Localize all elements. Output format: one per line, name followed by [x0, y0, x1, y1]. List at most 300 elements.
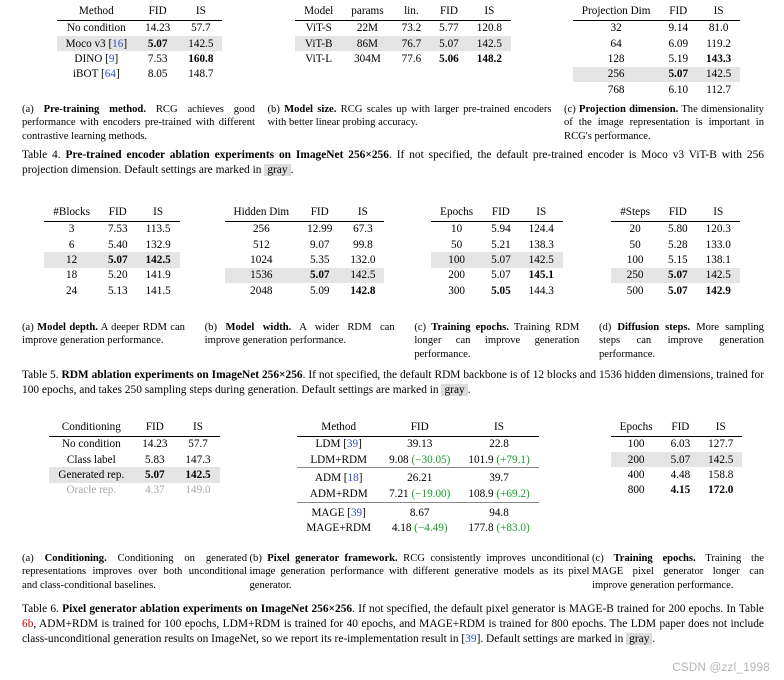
subcaption-title: Training epochs. [431, 322, 509, 333]
table-cell: 9.07 [309, 238, 330, 251]
table-cell: 138.3 [528, 238, 554, 251]
table-cell: 5.09 [309, 284, 330, 297]
table-cell: 144.3 [528, 284, 554, 297]
table-cell: 7.53 [107, 223, 128, 236]
table-cell: MAGE [39] [297, 502, 380, 520]
citation-ref[interactable]: 64 [104, 68, 116, 81]
table-cell: 101.9 (+79.1) [468, 453, 530, 466]
table-cell: 39.13 [407, 438, 433, 451]
subcaption-title: Pixel generator framework. [267, 553, 398, 564]
table-cell: Generated rep. [49, 467, 133, 482]
table4-subcaption-c [564, 103, 764, 143]
subcaption-label: (d) [598, 322, 612, 333]
table-header-row [57, 4, 223, 20]
table5-subtable-c [407, 205, 587, 298]
table-cell: 18 [66, 269, 78, 282]
table-row [611, 237, 740, 252]
table-cell: 6.03 [670, 438, 691, 451]
table-cell: 8.67 [380, 502, 459, 520]
table-cell: 5.07 [136, 36, 179, 51]
table-row [44, 268, 179, 283]
table-row [295, 20, 511, 36]
table-cell: 12 [44, 252, 99, 267]
table-header-row [573, 4, 740, 20]
subcaption-text: A deeper RDM can improve generation performance. [22, 322, 185, 347]
column-header: Method [321, 421, 357, 433]
table-cell: 5.07 [668, 284, 688, 297]
caption-text: . If not specified, the default pre-trained encoder is Moco v3 ViT-B with 256 projection dimension. Default settings are marked in [22, 149, 764, 177]
table-cell: 142.5 [699, 452, 742, 467]
table-cell: 5.20 [107, 269, 128, 282]
table-cell: No condition [66, 22, 126, 35]
table-cell: 5.07 [659, 67, 697, 82]
subcaption-label: (b) [267, 104, 280, 115]
caption-number: Table 4. [22, 149, 61, 161]
csdn-watermark: CSDN @zzl_1998 [672, 662, 770, 674]
table-cell: 141.9 [145, 269, 171, 282]
table-cell: 100 [626, 253, 644, 266]
table5-subtables-row [22, 205, 764, 298]
table5-subcaption-c [414, 321, 579, 361]
table-cell: 142.5 [179, 36, 222, 51]
table-cell: 6.09 [668, 37, 689, 50]
table-cell: 5.83 [145, 453, 165, 466]
table-cell: 142.5 [341, 268, 384, 283]
delta-value: (−19.00) [411, 487, 451, 500]
table-cell: 14.23 [142, 438, 168, 451]
table-row [297, 468, 538, 486]
table-cell: 5.07 [99, 252, 137, 267]
table-cell: 5.05 [491, 284, 511, 297]
table-row [431, 237, 563, 252]
table-cell: 256 [252, 223, 270, 236]
table-cell: 500 [626, 284, 644, 297]
column-header: IS [713, 206, 724, 218]
subcaption-title: Training epochs. [613, 553, 696, 564]
table-cell: 142.5 [697, 67, 740, 82]
table6-subcaption-b [250, 552, 590, 592]
table-cell: 5.80 [668, 223, 688, 236]
subcaption-label: (a) [22, 322, 34, 333]
table-cell: 5.07 [298, 268, 341, 283]
table-row [297, 520, 538, 535]
column-header: Epochs [619, 421, 653, 433]
table-cell: 57.7 [188, 438, 208, 451]
caption-title: RDM ablation experiments on ImageNet 256×256 [61, 369, 303, 381]
subcaption-label: (c) [564, 104, 576, 115]
table-row [297, 486, 538, 502]
table-cell: LDM+RDM [310, 453, 368, 466]
data-table [49, 420, 219, 498]
table-cell: 5.06 [439, 52, 459, 65]
table4-subtable-b [258, 4, 548, 67]
table-cell: ViT-B [295, 36, 342, 51]
table-row [57, 51, 223, 66]
table4-subtables-row [22, 4, 764, 97]
table-row [225, 268, 385, 283]
table-row [44, 283, 179, 298]
table-cell: 512 [252, 238, 270, 251]
table-cell: 132.9 [145, 238, 171, 251]
table-cell: 5.94 [491, 223, 511, 236]
column-header: IS [153, 206, 164, 218]
table-cell: 14.23 [145, 22, 171, 35]
table-cell: 4.48 [670, 468, 691, 481]
table-header-row [611, 205, 740, 221]
citation-ref[interactable]: 18 [347, 472, 359, 485]
column-header: #Blocks [53, 206, 90, 218]
table-row [297, 452, 538, 468]
table-cell: 4.18 (−4.49) [391, 521, 448, 534]
table-row [295, 36, 511, 51]
table-row [49, 436, 219, 452]
column-header: FID [439, 5, 458, 17]
table-row [611, 221, 740, 237]
table-cell: ViT-L [305, 52, 333, 65]
subcaption-text: RCG consistently improves unconditional image generation performance with different generative models as its pixel generator. [249, 553, 590, 591]
table-cell: 5.07 [133, 467, 176, 482]
table-cell: 1536 [225, 268, 299, 283]
caption-text: . If not specified, the default RDM backbone is of 12 blocks and 1536 hidden dimensions, trained for 100 epochs, and takes 250 sampling steps during generation. Default settings are marked in [22, 369, 764, 397]
data-table [297, 420, 538, 536]
subcaption-title: Diffusion steps. [617, 322, 691, 333]
table5-subcaption-b [205, 321, 395, 348]
column-header: Projection Dim [581, 5, 651, 17]
table-cell: 86M [342, 36, 392, 51]
subcaption-text: The dimensionality of the image representation is important in RCG's performance. [564, 104, 764, 142]
table-cell: 142.8 [350, 284, 376, 297]
column-header: Epochs [440, 206, 474, 218]
table-row [297, 436, 538, 452]
delta-value: (+79.1) [496, 453, 530, 466]
table-cell: 8.05 [147, 68, 168, 81]
table-row [225, 221, 385, 237]
table-cell: 142.5 [176, 467, 219, 482]
table4-subtable-c [549, 4, 764, 97]
table-ref[interactable]: 6b [22, 618, 34, 631]
table4-main-caption [22, 148, 764, 178]
table-cell: 148.7 [188, 68, 214, 81]
subcaption-text: Training the MAGE pixel generator longer can improve generation performance. [592, 553, 764, 591]
column-header: IS [494, 421, 504, 433]
table-cell: 108.9 (+69.2) [468, 487, 530, 500]
table-cell: 5.21 [491, 238, 511, 251]
table-row [295, 51, 511, 66]
table-cell: 112.7 [706, 83, 731, 96]
table-cell: 5.07 [430, 36, 468, 51]
table4-subcaption-b [268, 103, 552, 130]
data-table [611, 420, 743, 498]
table-cell: 768 [607, 83, 625, 96]
subcaption-text: More sampling steps can improve generation performance. [598, 322, 764, 360]
table-cell: ViT-S [305, 22, 332, 35]
table-row [57, 36, 223, 51]
table-cell: 3 [68, 223, 75, 236]
subcaption-text: RCG scales up with larger pre-trained encoders with better linear probing accuracy. [267, 104, 552, 129]
table-cell: 9.08 (−30.05) [389, 453, 451, 466]
table4-subcaptions-row [22, 96, 764, 143]
table-cell: 7.21 (−19.00) [389, 487, 451, 500]
column-header: FID [148, 5, 167, 17]
caption-title: Pre-trained encoder ablation experiments on ImageNet 256×256 [65, 149, 389, 161]
table-header-row [295, 4, 511, 20]
column-header: #Steps [620, 206, 651, 218]
table-cell: 147.3 [185, 453, 211, 466]
table-cell: Oracle rep. [66, 484, 117, 497]
column-header: FID [310, 206, 329, 218]
table5-main-caption [22, 368, 764, 398]
caption-text-end: . [467, 384, 471, 397]
data-table [611, 205, 740, 298]
column-header: params [351, 5, 384, 17]
citation-ref[interactable]: 16 [112, 37, 124, 50]
table-header-row [297, 420, 538, 436]
table-row [573, 36, 740, 51]
table-row [49, 483, 219, 498]
table6-main-caption [22, 602, 764, 647]
data-table [431, 205, 563, 298]
gray-marker: gray [441, 384, 467, 396]
table-cell: 50 [451, 238, 463, 251]
table-cell: 5.07 [491, 269, 511, 282]
column-header: IS [536, 206, 547, 218]
table-cell: 5.35 [309, 253, 330, 266]
table-row [573, 51, 740, 66]
subcaption-label: (b) [204, 322, 218, 333]
table-cell: 400 [627, 468, 645, 481]
table-cell: 81.0 [708, 22, 729, 35]
table-cell: 76.7 [393, 36, 431, 51]
subcaption-label: (a) [22, 104, 34, 115]
table-row [225, 237, 385, 252]
column-header: Conditioning [61, 421, 121, 433]
data-table [573, 4, 740, 97]
gray-marker: gray [626, 633, 652, 645]
table-cell: 5.07 [482, 252, 520, 267]
table-cell: 99.8 [353, 238, 373, 251]
table-cell: 94.8 [459, 502, 538, 520]
table-cell: 200 [448, 269, 466, 282]
table-cell: 143.3 [706, 52, 732, 65]
table-cell: 5.07 [659, 268, 697, 283]
table-cell: 158.8 [708, 468, 734, 481]
table-cell: 119.2 [706, 37, 731, 50]
table-cell: 172.0 [708, 484, 734, 497]
column-header: FID [668, 206, 687, 218]
table-cell: 5.40 [107, 238, 128, 251]
table-cell: 300 [448, 284, 466, 297]
subcaption-text: RCG achieves good performance with encoders pre-trained with different contrastive learning methods. [22, 104, 255, 142]
table-cell: 113.5 [145, 223, 171, 236]
table-cell: 145.1 [528, 269, 554, 282]
caption-number: Table 6. [22, 603, 59, 615]
table-cell: iBOT [64] [72, 68, 120, 81]
table-row [573, 20, 740, 36]
table5-subcaptions-row [22, 314, 764, 361]
table-cell: 124.4 [528, 223, 554, 236]
subcaption-title: Pre-training method. [43, 104, 146, 115]
subcaption-label: (b) [249, 553, 262, 564]
table-cell: 142.5 [520, 252, 563, 267]
table-cell: Moco v3 [16] [57, 36, 137, 51]
column-header: FID [410, 421, 429, 433]
table-cell: 100 [431, 252, 482, 267]
table-row [297, 502, 538, 520]
column-header: IS [715, 421, 726, 433]
table-cell: 148.2 [476, 52, 502, 65]
table-cell: 50 [629, 238, 641, 251]
table-cell: 138.1 [705, 253, 731, 266]
column-header: FID [491, 206, 510, 218]
caption-title: Pixel generator ablation experiments on ImageNet 256×256 [62, 603, 353, 615]
table-cell: 160.8 [188, 52, 214, 65]
table-row [611, 283, 740, 298]
table-cell: 22.8 [489, 438, 509, 451]
table4-subtable-a [22, 4, 257, 82]
column-header: IS [193, 421, 203, 433]
table5-subcaption-d [599, 321, 764, 361]
table6-subcaptions-row [22, 545, 764, 592]
table-cell: 149.0 [185, 484, 211, 497]
column-header: Method [78, 5, 114, 17]
subcaption-label: (c) [592, 553, 604, 564]
subcaption-title: Projection dimension. [579, 104, 679, 115]
caption-text: ]. Default settings are marked in [476, 633, 627, 646]
table-row [44, 221, 179, 237]
table6-subtable-c [589, 420, 764, 498]
table-cell: MAGE+RDM [306, 521, 372, 534]
table-row [431, 283, 563, 298]
table-row [49, 452, 219, 467]
table-cell: 100 [627, 438, 645, 451]
table6-subcaption-a [22, 552, 247, 592]
subcaption-text: Conditioning on generated representations improves over both unconditional and class-conditional baselines. [22, 553, 247, 591]
table-cell: 304M [354, 52, 381, 65]
citation-ref[interactable]: 9 [108, 52, 115, 65]
table-cell: ADM [18] [297, 468, 380, 486]
gray-marker: gray [264, 164, 290, 176]
table-row [573, 67, 740, 82]
table-cell: 120.3 [705, 223, 731, 236]
table5-subtable-b [202, 205, 407, 298]
table5-subcaption-a [22, 321, 185, 348]
table-row [611, 436, 743, 452]
table-cell: 142.5 [137, 252, 180, 267]
subcaption-label: (a) [22, 553, 34, 564]
table-row [431, 252, 563, 267]
table-cell: 7.53 [147, 52, 168, 65]
column-header: Model [304, 5, 334, 17]
table-cell: No condition [61, 438, 121, 451]
subcaption-label: (c) [414, 322, 427, 333]
table-cell: 67.3 [353, 223, 373, 236]
subcaption-title: Model width. [225, 322, 292, 333]
table-cell: 22M [356, 22, 378, 35]
table-cell: 127.7 [708, 438, 734, 451]
table-cell: 5.19 [668, 52, 689, 65]
table5-subtable-a [22, 205, 202, 298]
table-row [44, 237, 179, 252]
table-cell: 10 [451, 223, 463, 236]
column-header: IS [713, 5, 724, 17]
table-row [611, 252, 740, 267]
subcaption-text: Training RDM longer can improve generation performance. [414, 322, 580, 360]
delta-value: (−4.49) [414, 521, 448, 534]
table-cell: ADM+RDM [309, 487, 368, 500]
column-header: IS [484, 5, 495, 17]
table-cell: 32 [610, 22, 622, 35]
table-cell: 39.7 [459, 468, 538, 486]
table-header-row [44, 205, 179, 221]
citation-ref[interactable]: 39 [346, 438, 359, 451]
column-header: Hidden Dim [233, 206, 290, 218]
data-table [225, 205, 385, 298]
table-cell: 120.8 [476, 22, 502, 35]
table5-subtable-d [587, 205, 764, 298]
subcaption-title: Model size. [284, 104, 337, 115]
column-header: IS [195, 5, 206, 17]
table-header-row [611, 420, 743, 436]
citation-ref[interactable]: 39 [465, 633, 477, 646]
table-cell: 26.21 [380, 468, 459, 486]
table6-subcaption-c [592, 552, 764, 592]
table-cell: 2048 [250, 284, 273, 297]
table-row [225, 252, 385, 267]
column-header: FID [145, 421, 164, 433]
table-header-row [431, 205, 563, 221]
table-row [611, 467, 743, 482]
column-header: IS [357, 206, 368, 218]
data-table [57, 4, 223, 82]
table-row [225, 283, 385, 298]
table-cell: Class label [66, 453, 116, 466]
table-cell: 4.15 [670, 484, 691, 497]
caption-text: . If not specified, the default pixel generator is MAGE-B trained for 200 epochs. In Table [352, 603, 764, 615]
table-cell: 64 [610, 37, 622, 50]
delta-value: (−30.05) [411, 453, 451, 466]
table-cell: 57.7 [191, 22, 211, 35]
table-cell: 133.0 [705, 238, 731, 251]
caption-text-end: . [290, 164, 294, 177]
table-cell: 5.15 [668, 253, 688, 266]
table-cell: 24 [66, 284, 78, 297]
table-header-row [49, 420, 219, 436]
table-cell: 142.9 [705, 284, 731, 297]
table-row [49, 467, 219, 482]
citation-ref[interactable]: 39 [350, 506, 363, 519]
table-cell: 20 [629, 223, 641, 236]
table-cell: 77.6 [401, 52, 422, 65]
table-row [611, 268, 740, 283]
delta-value: (+83.0) [496, 521, 530, 534]
table4-subcaption-a [22, 103, 255, 143]
table-row [57, 67, 223, 82]
table6-subtable-a [22, 420, 247, 498]
table-cell: 200 [611, 452, 662, 467]
table-cell: 73.2 [401, 22, 422, 35]
caption-text: , ADM+RDM is trained for 100 epochs, LDM+RDM is trained for 40 epochs, and MAGE+RDM is trained for 800 epochs. The LDM paper does not include class-unconditional generation results on ImageNet, so we report its re-implementation result in [ [22, 618, 764, 646]
data-table [44, 205, 179, 298]
subcaption-text: A wider RDM can improve generation performance. [204, 322, 395, 347]
column-header: FID [108, 206, 127, 218]
table-cell: 142.5 [697, 268, 740, 283]
table-header-row [225, 205, 385, 221]
column-header: lin. [404, 5, 419, 17]
table-cell: 5.13 [107, 284, 128, 297]
table-cell: DINO [9] [74, 52, 119, 65]
table-row [57, 20, 223, 36]
column-header: FID [669, 5, 688, 17]
